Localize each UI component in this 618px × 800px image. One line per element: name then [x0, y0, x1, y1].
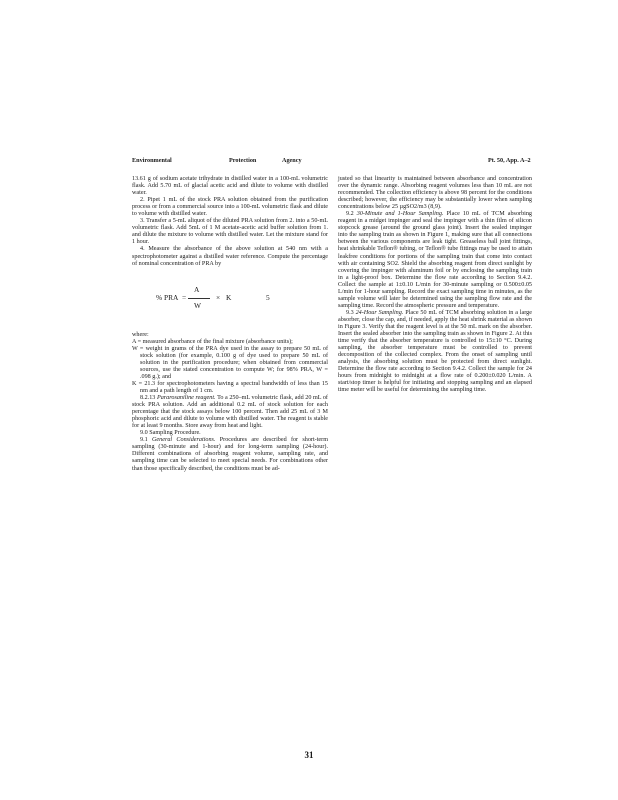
section-text: Place 50 mL of TCM absorbing solution in a large absorber, close the cap, and, if needed, apply the heat shrink material as shown in Figure 3. Verify that the reagent level is at the 50 mL mark on the absorber. Insert the sealed absorber into the sampling train as shown in Figure 2. At this time verify that the absorber temperature is controlled to 15±10 °C. During sampling, the absorber temperature must be controlled to prevent decomposition of the collected complex. From the onset of sampling until analysis, the absorbing solution must be protected from direct sunlight. Determine the flow rate according to Section 9.4.2. Collect the sample for 24 hours from midnight to midnight at a flow rate of 0.200±0.020 L/min. A start/stop timer is helpful for initiating and stopping sampling and an elapsed time meter will be useful for determining the sampling time. — [338, 309, 532, 394]
section-title: 30-Minute and 1-Hour Sampling. — [356, 211, 444, 218]
header-middle-2: Agency — [282, 157, 302, 164]
section-title: General Considerations. — [151, 437, 216, 444]
equation-times: × — [216, 292, 221, 302]
definition-list — [132, 339, 328, 395]
definition-item: K = 21.3 for spectrophotometers having a spectral bandwidth of less than 15 nm and a path length of 1 cm. — [132, 380, 328, 394]
section-number: 8.2.13 — [140, 395, 156, 402]
page-number: 31 — [304, 750, 314, 760]
fraction-bar — [188, 298, 210, 299]
paragraph: justed so that linearity is maintained between absorbance and concentration over the dynamic range. Absorbing reagent volumes less than 10 mL are not recommended. The collection efficiency is above 98 percent for the conditions described; however, the efficiency may be substantially lower when sampling concentrations below 25 µgSO2/m3 (8,9). — [338, 176, 532, 211]
section-number: 9.1 — [140, 437, 148, 444]
paragraph: 4. Measure the absorbance of the above solution at 540 nm with a spectrophotometer against a distilled water reference. Compute the percentage of nominal concentration of PRA by — [132, 246, 328, 267]
section-text: Procedures are described for short-term sampling (30-minute and 1-hour) and for long-term sampling (24-hour). Different combinations of absorbing reagent volume, sampling rate, and sampling time can be selected to meet special needs. For combinations other than those specifically described, the conditions must be ad- — [132, 437, 328, 472]
right-column — [338, 176, 532, 394]
equation — [132, 272, 328, 328]
paragraph: 2. Pipet 1 mL of the stock PRA solution obtained from the purification process or from a commercial source into a 100-mL volumetric flask and dilute to volume with distilled water. — [132, 197, 328, 218]
section-number: 9.2 — [346, 211, 354, 218]
equation-number: 5 — [266, 292, 270, 302]
section-text: To a 250–mL volumetric flask, add 20 mL of stock PRA solution. Add an additional 0.2 mL of stock solution for each percentage that the stock assays below 100 percent. Then add 25 mL of 3 M phosphoric acid and dilute to volume with distilled water. The reagent is stable for at least 9 months. Store away from heat and light. — [132, 395, 328, 430]
left-column — [132, 176, 328, 473]
section-number: 9.3 — [346, 309, 354, 316]
definition-item: W = weight in grams of the PRA dye used in the assay to prepare 50 mL of stock solution (for example, 0.100 g of dye used to prepare 50 mL of solution in the purification procedure; when obtained from commercial sources, use the stated concentration to compute W; for 98% PRA, W = .098 g.); and — [132, 345, 328, 380]
header-right: Pt. 50, App. A–2 — [488, 157, 531, 164]
section-heading: 9.0 Sampling Procedure. — [140, 430, 201, 437]
where-label: where: — [132, 331, 149, 338]
paragraph — [338, 310, 532, 395]
paragraph — [132, 395, 328, 430]
paragraph — [338, 211, 532, 310]
paragraph — [132, 437, 328, 472]
header-left: Environmental — [132, 157, 172, 164]
definition-item: A = measured absorbance of the final mixture (absorbance units); — [132, 338, 293, 345]
paragraph: 3. Transfer a 5-mL aliquot of the diluted PRA solution from 2. into a 50-mL volumetric flask. Add 5mL of 1 M acetate-acetic acid buffer solution from 1. and dilute the mixture to volume with distilled water. Let the mixture stand for 1 hour. — [132, 218, 328, 246]
paragraph: 13.61 g of sodium acetate trihydrate in distilled water in a 100-mL volumetric flask. Add 5.70 mL of glacial acetic acid and dilute to volume with distilled water. — [132, 176, 328, 197]
equation-denominator: W — [194, 300, 201, 310]
section-text: Place 10 mL of TCM absorbing reagent in a midget impinger and seal the impinger with a thin film of silicon stopcock grease (around the ground glass joint). Insert the sealed impinger into the sampling train as shown in Figure 1, making sure that all connections between the various components are leak tight. Greaseless ball joint fittings, heat shrinkable Teflon® tubing, or Teflon® tube fittings may be used to attain leakfree conditions for portions of the sampling train that come into contact with air containing SO2. Shield the absorbing reagent from direct sunlight by covering the impinger with aluminum foil or by enclosing the sampling train in a light-proof box. Determine the flow rate according to Section 9.4.2. Collect the sample at 1±0.10 L/min for 30-minute sampling or 0.500±0.05 L/min for 1-hour sampling. Record the exact sampling time in minutes, as the sample volume will later be determined using the sampling flow rate and the sampling time. Record the atmospheric pressure and temperature. — [338, 211, 532, 309]
equation-lhs: % PRA — [156, 292, 179, 302]
equation-equals: = — [182, 292, 187, 302]
section-title: Pararosaniline reagent. — [156, 395, 216, 402]
section-title: 24-Hour Sampling. — [355, 309, 404, 316]
equation-constant: K — [226, 292, 232, 302]
header-middle-1: Protection — [229, 157, 257, 164]
equation-numerator: A — [194, 284, 200, 294]
running-header — [132, 157, 532, 169]
